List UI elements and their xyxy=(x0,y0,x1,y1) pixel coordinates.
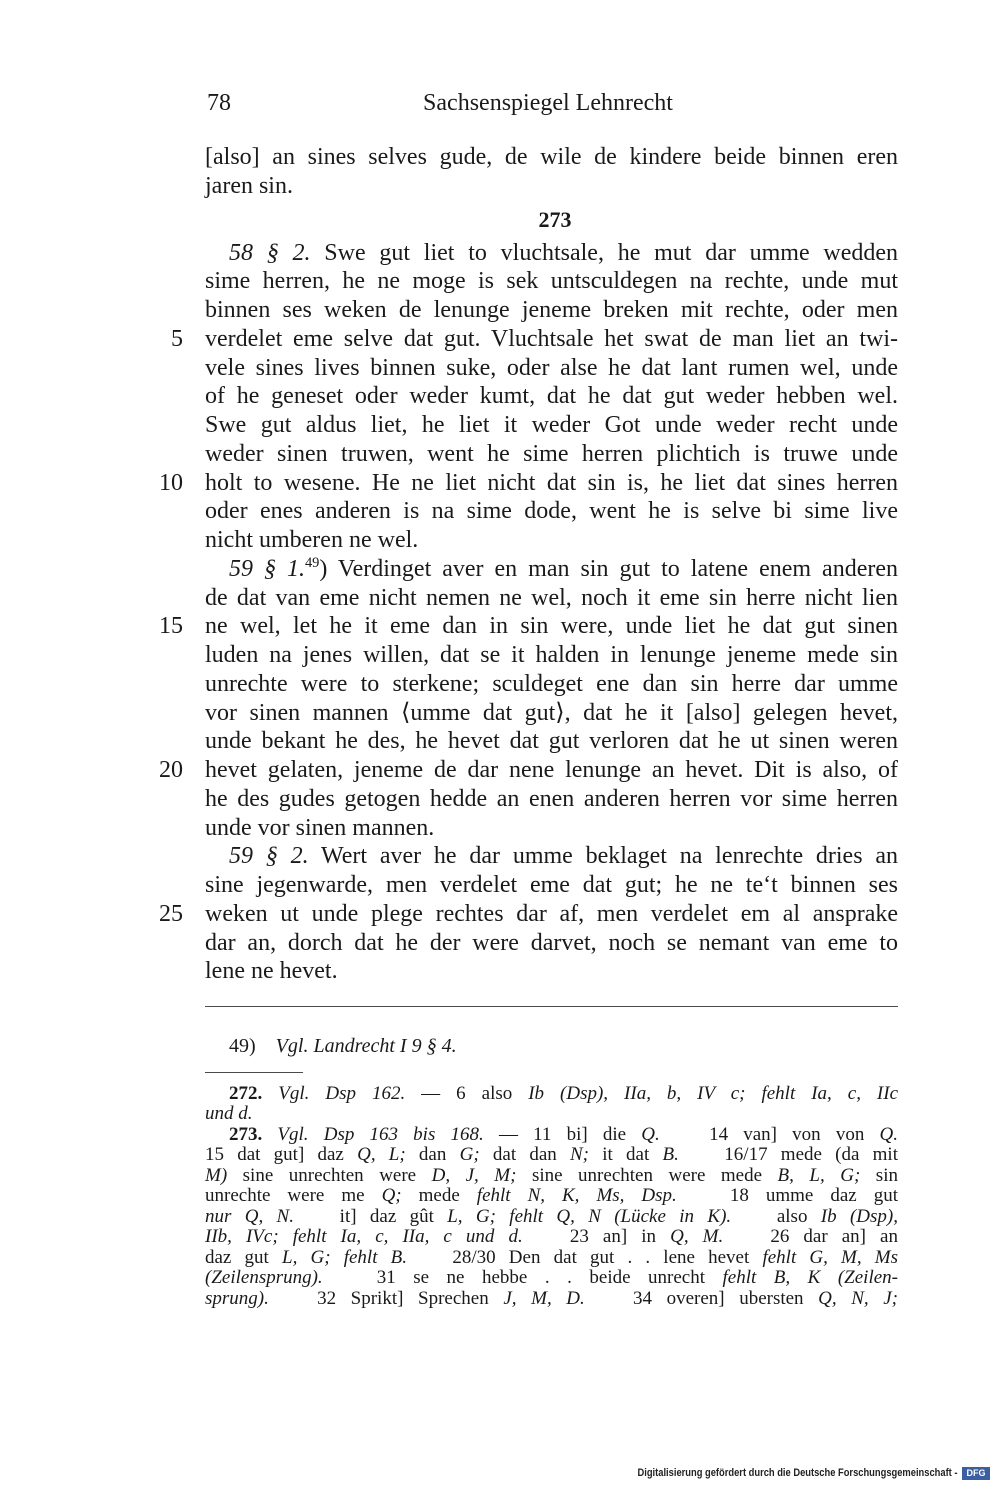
text-line xyxy=(205,1207,898,1228)
text-line xyxy=(205,871,898,900)
footnote-reference: 49 xyxy=(304,554,320,571)
text-run: it] daz gût xyxy=(293,1205,448,1227)
text-run: L, G; fehlt Q, N (Lücke in K). xyxy=(447,1205,732,1227)
text-run: 14 van] von von xyxy=(659,1123,880,1145)
text-run: 26 dar an] an xyxy=(723,1226,898,1248)
text-run: 18 umme daz gut xyxy=(676,1185,898,1207)
text-run: J, M, D. xyxy=(503,1287,585,1309)
text-run: sin xyxy=(860,1164,898,1186)
text-run: sine unrechten were mede xyxy=(516,1164,778,1186)
text-line xyxy=(205,842,898,871)
text-line xyxy=(205,1032,898,1060)
text-run: also xyxy=(731,1205,821,1227)
text-run xyxy=(262,1083,278,1104)
text-run: 28/30 Den dat gut . . lene hevet xyxy=(407,1246,763,1268)
text-run: Vgl. Dsp 163 bis 168. xyxy=(277,1123,484,1145)
text-run: oder enes anderen is na sime dode, went he is selve bi sime live xyxy=(205,498,898,525)
critical-apparatus xyxy=(205,1084,898,1310)
text-run: weken ut unde plege rechtes dar af, men verdelet em al ansprake xyxy=(205,900,898,927)
text-run: 59 § 2. xyxy=(229,843,309,870)
text-run: 23 an] in xyxy=(522,1226,671,1248)
text-line xyxy=(205,1125,898,1146)
text-run: dan xyxy=(405,1144,460,1166)
text-run: ne wel, let he it eme dan in sin were, unde liet he dat gut sinen xyxy=(205,613,898,640)
paragraph xyxy=(159,554,898,843)
text-run: sine jegenwarde, men verdelet eme dat gut; he ne te‘t binnen ses xyxy=(205,872,898,899)
text-run: unde bekant he des, he hevet dat gut verloren dat he ut sinen weren xyxy=(205,728,898,755)
text-line xyxy=(205,1186,898,1207)
text-run: nur Q, N. xyxy=(205,1205,294,1227)
text-run: he des gudes getogen hedde an enen anderen herren vor sime herren xyxy=(205,785,898,812)
text-run: L, G; fehlt B. xyxy=(282,1246,408,1268)
text-line xyxy=(205,382,898,411)
text-run: binnen ses weken de lenunge jeneme breken mit rechte, oder men xyxy=(205,297,898,324)
text-run: 32 Sprikt] Sprechen xyxy=(268,1287,504,1309)
text-run: — 11 bi] die xyxy=(483,1123,642,1145)
text-run: Q. xyxy=(879,1123,898,1145)
text-run: holt to wesene. He ne liet nicht dat sin is, he liet dat sines herren xyxy=(205,469,898,496)
text-run: B. xyxy=(662,1144,679,1166)
line-number: 20 xyxy=(159,757,183,784)
text-line xyxy=(205,1227,898,1248)
line-number: 15 xyxy=(159,613,183,640)
paragraph-continuation xyxy=(205,143,898,201)
text-run: 16/17 mede (da mit xyxy=(678,1144,898,1166)
text-run: [also] an sines selves gude, de wile de kindere beide binnen eren xyxy=(205,144,898,170)
text-line xyxy=(205,354,898,383)
text-run: of he geneset oder weder kumt, dat he dat gut weder hebben wel. xyxy=(205,383,898,410)
text-line xyxy=(205,727,898,756)
text-run: jaren sin. xyxy=(205,172,293,199)
text-line xyxy=(205,267,898,296)
text-line xyxy=(205,699,898,728)
text-run: Swe gut liet to vluchtsale, he mut dar umme wedden xyxy=(310,239,899,266)
text-line xyxy=(205,497,898,526)
text-line xyxy=(205,1248,898,1269)
text-line xyxy=(205,1289,898,1310)
text-line xyxy=(205,785,898,814)
text-run: 272. xyxy=(229,1082,263,1104)
text-line xyxy=(205,641,898,670)
text-run: Q. xyxy=(641,1123,660,1145)
text-run: vele sines lives binnen suke, oder alse he dat lant rumen wel, unde xyxy=(205,354,898,381)
text-run: ) Verdinget aver en man sin gut to latene enem anderen xyxy=(319,555,898,582)
apparatus-entry xyxy=(205,1125,898,1310)
text-line xyxy=(205,526,898,555)
text-run: sine unrechten were xyxy=(227,1164,432,1186)
line-number: 10 xyxy=(159,469,183,496)
text-line xyxy=(205,1268,898,1289)
text-line xyxy=(205,440,898,469)
text-line xyxy=(159,900,898,929)
text-run: Q, N, J; xyxy=(818,1287,899,1309)
text-run: 59 § 1. xyxy=(229,555,305,582)
text-line xyxy=(205,1145,898,1166)
text-line xyxy=(205,296,898,325)
apparatus-entry xyxy=(205,1084,898,1125)
apparatus-separator xyxy=(205,1072,303,1073)
text-run: IIb, IVc; fehlt Ia, c, IIa, c und d. xyxy=(205,1226,523,1248)
text-run: N; xyxy=(570,1144,589,1166)
footnote-separator xyxy=(205,1006,898,1007)
digitization-credit xyxy=(638,1466,958,1480)
text-run: unde vor sinen mannen. xyxy=(205,814,435,841)
paragraph xyxy=(159,239,899,555)
text-run: dat dan xyxy=(479,1144,570,1166)
text-run: mede xyxy=(401,1185,477,1207)
text-run: und d. xyxy=(205,1103,253,1125)
text-run: Ib (Dsp), IIa, b, IV c; fehlt Ia, c, IIc xyxy=(528,1082,899,1104)
text-run: daz gut xyxy=(205,1246,282,1268)
page-number: 78 xyxy=(207,90,231,116)
text-run: verdelet eme selve dat gut. Vluchtsale het swat de man liet an twi- xyxy=(205,325,898,352)
text-line xyxy=(171,325,898,354)
text-run: Ib (Dsp), xyxy=(820,1205,898,1227)
text-run: Vgl. Dsp 162. xyxy=(278,1082,406,1104)
section-text xyxy=(159,239,899,987)
text-run: — 6 also xyxy=(405,1082,529,1104)
text-line xyxy=(159,469,898,498)
text-line xyxy=(159,612,898,641)
text-run: de dat van eme nicht nemen ne wel, noch it eme sin herre nicht lien xyxy=(205,584,898,611)
running-title: Sachsenspiegel Lehnrecht xyxy=(423,90,673,116)
text-run: lene ne hevet. xyxy=(205,958,338,985)
section-number: 273 xyxy=(538,207,572,232)
text-run: Wert aver he dar umme beklaget na lenrechte dries an xyxy=(308,843,898,870)
credit-text: Digitalisierung gefördert durch die Deutsche Forschungsgemeinschaft - xyxy=(637,1467,958,1479)
text-line xyxy=(205,239,898,268)
text-run: it dat xyxy=(589,1144,663,1166)
footnote xyxy=(205,1032,898,1060)
text-line xyxy=(205,555,898,584)
text-run: unrechte were to sterkene; sculdeget ene dan sin herre dar umme xyxy=(205,670,898,697)
text-run: G; xyxy=(459,1144,480,1166)
text-run: fehlt B, K (Zeilen- xyxy=(722,1267,898,1289)
text-line xyxy=(205,172,898,201)
text-run: Q, M. xyxy=(670,1226,724,1248)
text-run: fehlt N, K, Ms, Dsp. xyxy=(476,1185,677,1207)
line-number: 25 xyxy=(159,900,183,927)
text-line xyxy=(205,143,898,172)
text-line xyxy=(205,929,898,958)
text-line xyxy=(159,756,898,785)
text-run: vor sinen mannen ⟨umme dat gut⟩, dat he it [also] gelegen hevet, xyxy=(205,699,898,726)
text-run: Vgl. Landrecht I 9 § 4. xyxy=(275,1035,457,1057)
text-line xyxy=(205,1166,898,1187)
text-line xyxy=(205,957,898,986)
text-run: dar an, dorch dat he der were darvet, noch se nemant van eme to xyxy=(205,929,898,956)
text-line xyxy=(205,1084,898,1105)
text-line xyxy=(205,814,898,843)
text-run: M) xyxy=(205,1164,228,1186)
dfg-logo: DFG xyxy=(962,1467,990,1480)
text-run: hevet gelaten, jeneme de dar nene lenunge an hevet. Dit is also, of xyxy=(205,757,898,784)
text-run: Q; xyxy=(381,1185,402,1207)
text-run: sime herren, he ne moge is sek untsculdegen na rechte, unde mut xyxy=(205,268,898,295)
text-line xyxy=(205,1104,898,1125)
text-line xyxy=(205,670,898,699)
text-line xyxy=(205,584,898,613)
text-run: fehlt G, M, Ms xyxy=(762,1246,899,1268)
text-run: sprung). xyxy=(205,1287,269,1309)
text-run: unrechte were me xyxy=(205,1185,382,1207)
text-line xyxy=(205,411,898,440)
text-run: 15 dat gut] daz xyxy=(205,1144,358,1166)
text-run: 34 overen] ubersten xyxy=(584,1287,819,1309)
text-run xyxy=(262,1124,277,1145)
text-run: nicht umberen ne wel. xyxy=(205,527,419,554)
text-run: D, J, M; xyxy=(431,1164,517,1186)
text-run: 31 se ne hebbe . . beide unrecht xyxy=(322,1267,723,1289)
text-run: 273. xyxy=(229,1123,263,1145)
text-run: 58 § 2. xyxy=(229,239,311,266)
text-run: B, L, G; xyxy=(777,1164,861,1186)
text-run: Swe gut aldus liet, he liet it weder Got unde weder recht unde xyxy=(205,412,898,439)
text-run: Q, L; xyxy=(357,1144,406,1166)
paragraph xyxy=(159,842,898,986)
text-run: luden na jenes willen, dat se it halden in lenunge jeneme mede sin xyxy=(205,642,898,669)
line-number: 5 xyxy=(171,325,183,352)
text-run: 49) xyxy=(229,1035,276,1057)
text-run: weder sinen truwen, went he sime herren plichtich is truwe unde xyxy=(205,440,898,467)
text-run: (Zeilensprung). xyxy=(205,1267,323,1289)
